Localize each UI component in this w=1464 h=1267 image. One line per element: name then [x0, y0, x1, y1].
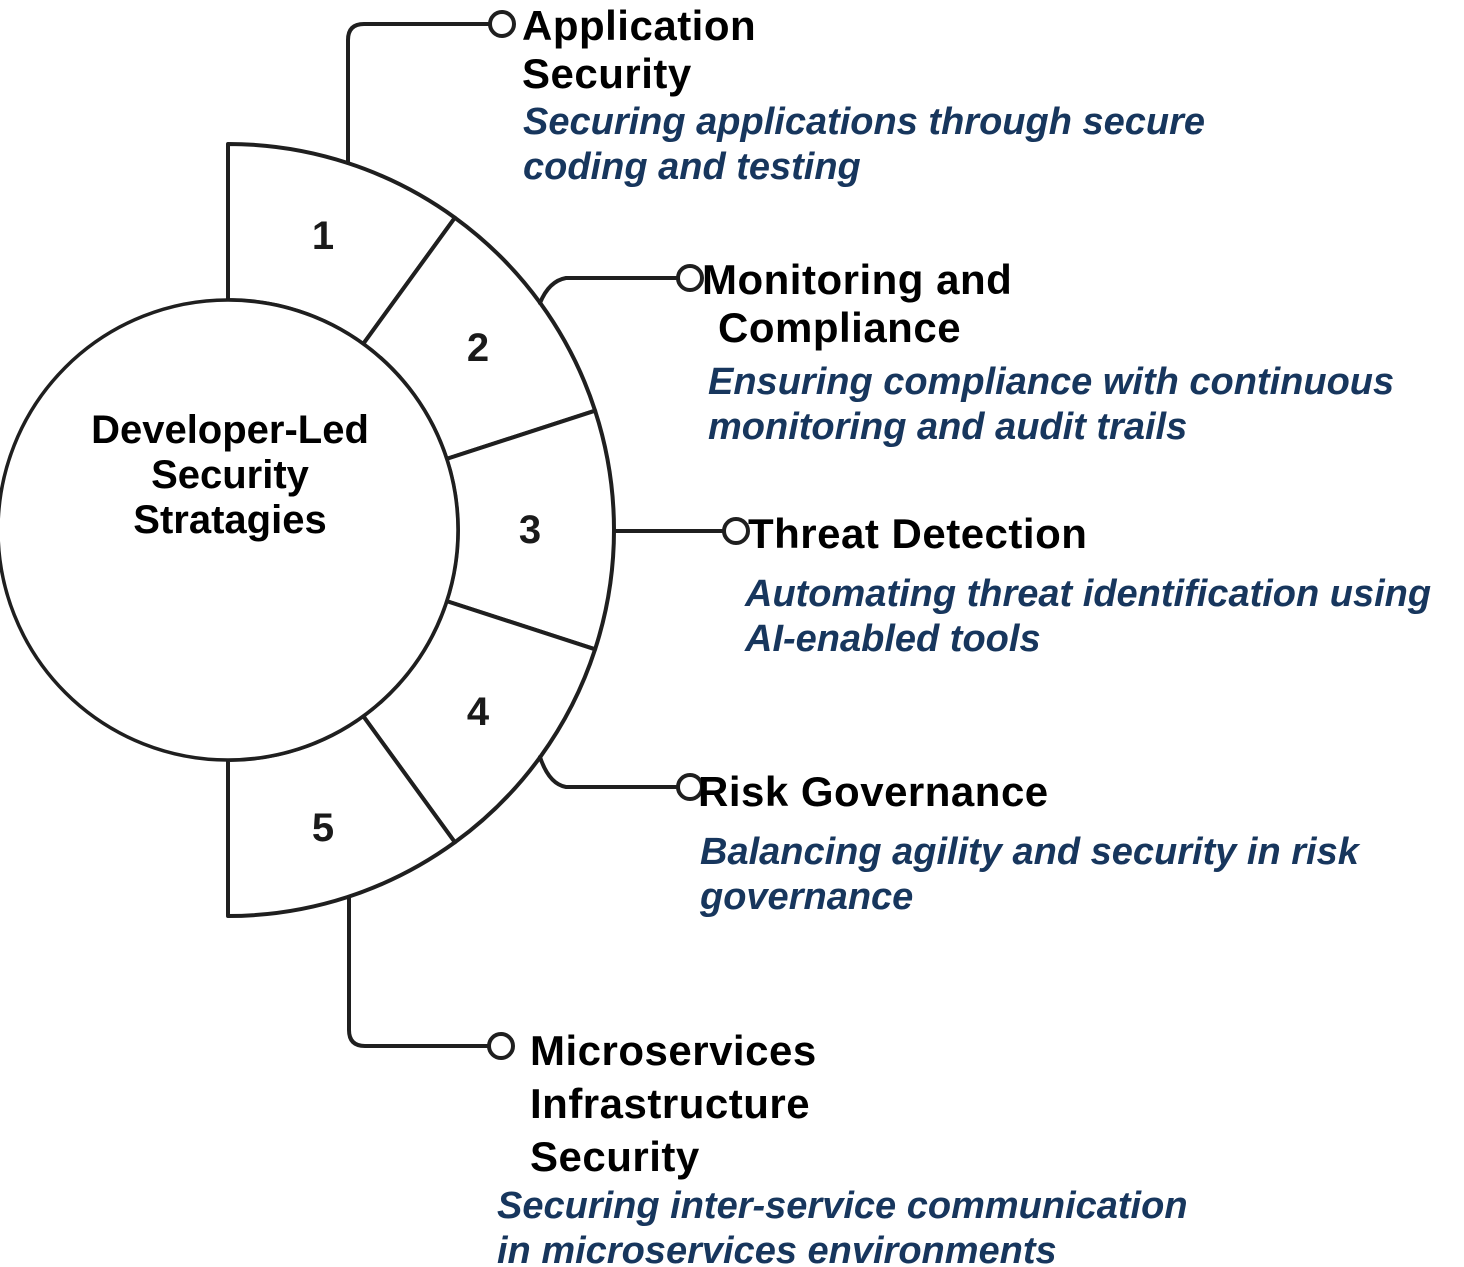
- bullet-ring-icon-5: [489, 1034, 513, 1058]
- item-4-description: [700, 830, 1359, 920]
- segment-number-3: 3: [518, 508, 542, 552]
- item-4-label: [698, 768, 1049, 816]
- item-1-label: [522, 2, 756, 98]
- item-2-description: [708, 360, 1394, 450]
- item-3-label-line: Threat Detection: [748, 510, 1088, 557]
- item-5-label-line: Microservices: [530, 1027, 817, 1074]
- bullet-ring-icon-2: [678, 266, 702, 290]
- item-3-description-line: Automating threat identification using: [745, 573, 1432, 615]
- item-3-label: [748, 510, 1087, 558]
- item-1-label-line: Application: [522, 2, 757, 49]
- item-1-description-line: Securing applications through secure: [523, 101, 1206, 143]
- leader-line-1: [348, 24, 489, 163]
- item-4-description-line: governance: [700, 876, 914, 918]
- center-title-line: Security: [151, 453, 309, 497]
- item-3-description-line: AI-enabled tools: [745, 618, 1041, 660]
- segment-number-4: 4: [466, 690, 490, 734]
- segment-number-2: 2: [466, 326, 490, 370]
- leader-line-5: [349, 897, 488, 1046]
- item-1-description-line: coding and testing: [523, 146, 861, 188]
- item-4-label-line: Risk Governance: [698, 768, 1049, 815]
- item-2-label: [702, 256, 1012, 352]
- item-5-label-line: Security: [530, 1133, 700, 1180]
- item-1-description: [523, 100, 1205, 190]
- item-5-description-line: in microservices environments: [497, 1230, 1057, 1267]
- item-5-label: [530, 1024, 817, 1183]
- item-2-description-line: monitoring and audit trails: [708, 406, 1188, 448]
- item-4-description-line: Balancing agility and security in risk: [700, 831, 1359, 873]
- item-5-description-line: Securing inter-service communication: [497, 1185, 1188, 1227]
- leader-line-4: [540, 757, 677, 787]
- item-3-description: [745, 572, 1431, 662]
- item-5-label-line: Infrastructure: [530, 1080, 811, 1127]
- item-2-description-line: Ensuring compliance with continuous: [708, 361, 1395, 403]
- item-2-label-line: Monitoring and: [702, 256, 1013, 303]
- bullet-ring-icon-3: [724, 519, 748, 543]
- bullet-ring-icon-1: [490, 12, 514, 36]
- segment-number-5: 5: [311, 806, 335, 850]
- item-5-description: [497, 1184, 1188, 1267]
- center-title-line: Stratagies: [133, 498, 327, 542]
- center-title: [60, 408, 400, 543]
- segment-number-1: 1: [311, 214, 335, 258]
- center-title-line: Developer-Led: [91, 408, 369, 452]
- item-2-label-line: Compliance: [718, 304, 962, 351]
- leader-line-2: [540, 278, 677, 303]
- item-1-label-line: Security: [522, 50, 692, 97]
